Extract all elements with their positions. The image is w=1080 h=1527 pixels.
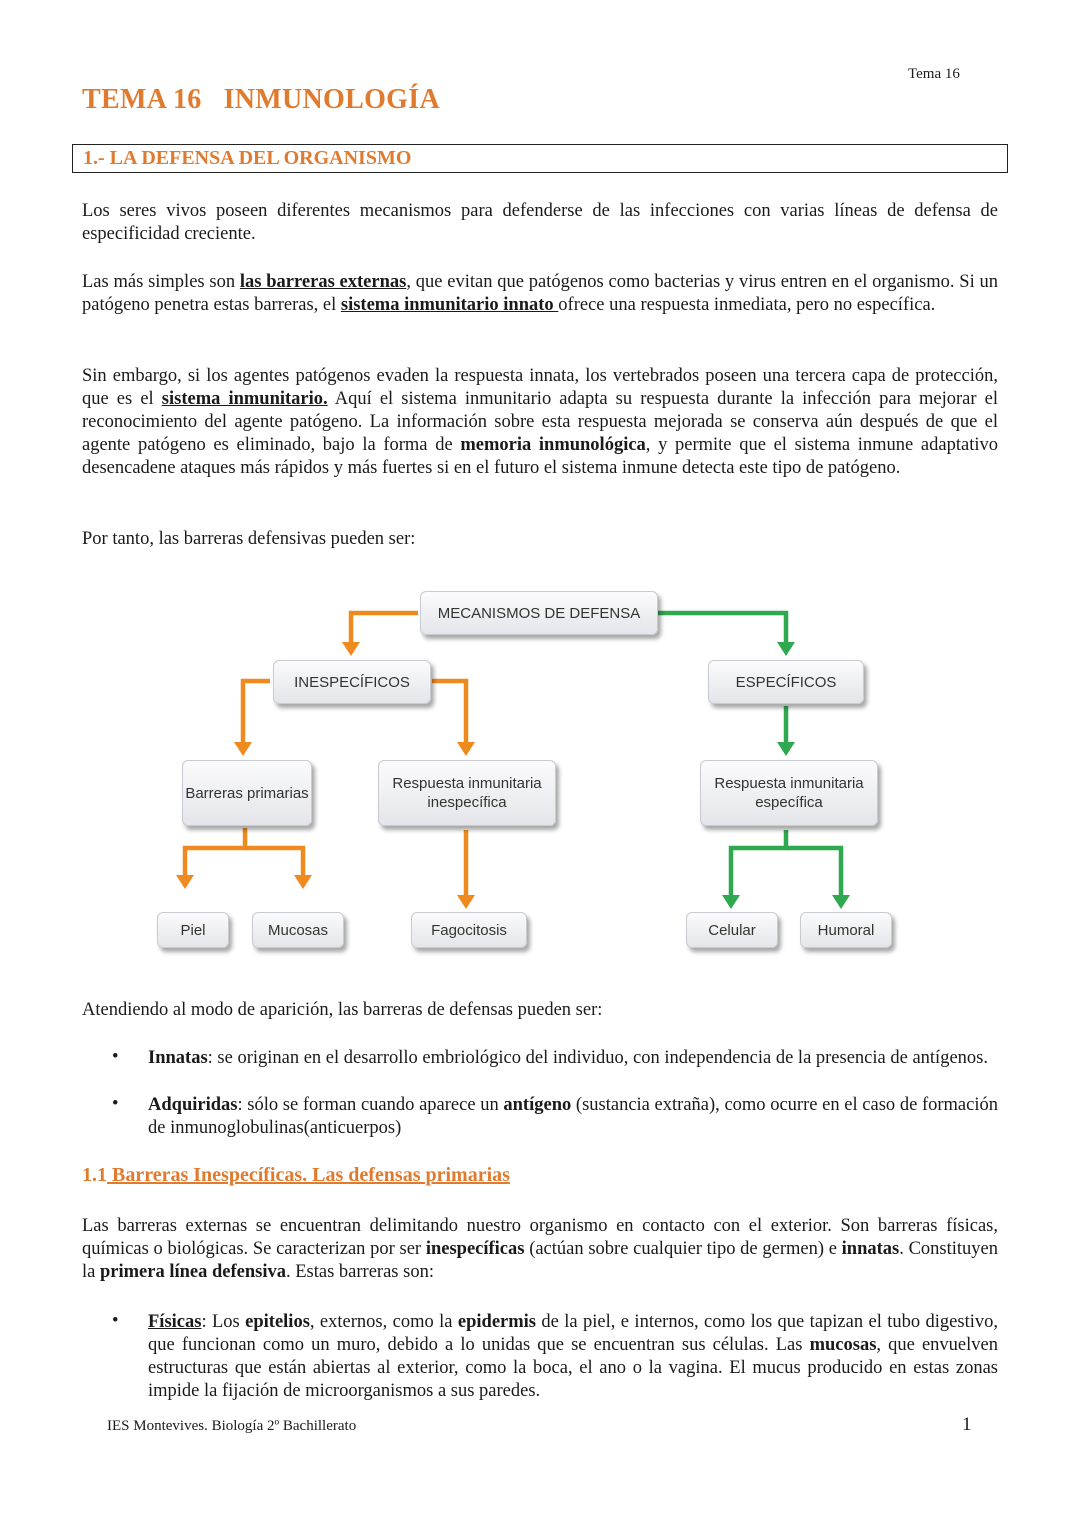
arrow-inesp-barreras — [243, 681, 270, 745]
paragraph-intro: Los seres vivos poseen diferentes mecanismos para defenderse de las infecciones con varias líneas de defensa de especificidad creciente. — [82, 201, 998, 244]
term-epidermis: epidermis — [457, 1312, 537, 1332]
term-fisicas: Físicas — [148, 1312, 202, 1332]
text: , y permite que el sistema inmune adaptativo desencadene ataques más rápidos y más fuertes si en el futuro el sistema inmune detecta este tipo de patógeno. — [82, 435, 998, 478]
term-sistema-inmunitario: sistema inmunitario. — [161, 389, 328, 409]
text: : Los — [201, 1312, 246, 1332]
subsection-title — [82, 1164, 510, 1187]
bullet-adquiridas — [148, 1094, 998, 1140]
orange-connectors — [185, 613, 466, 897]
bullet-innatas — [148, 1047, 998, 1070]
arrow-root-inesp — [351, 613, 418, 645]
text: : sólo se forman cuando aparece un — [237, 1095, 504, 1115]
page-number: 1 — [962, 1414, 972, 1435]
text: (actúan sobre cualquier tipo de germen) e — [524, 1239, 842, 1259]
bullet-marker: • — [112, 1311, 119, 1331]
bullet-marker: • — [112, 1047, 119, 1067]
text: Las más simples son — [82, 272, 240, 292]
arrow-barreras-mucosas — [245, 848, 303, 877]
node-inespecificos: INESPECÍFICOS — [273, 660, 431, 704]
term-antigeno: antígeno — [503, 1095, 572, 1115]
green-connectors — [658, 613, 841, 897]
arrow-respuesta-celular — [731, 830, 786, 897]
subsection-name: Barreras Inespecíficas. Las defensas primarias — [107, 1164, 510, 1186]
term-inespecificas: inespecíficas — [425, 1239, 525, 1259]
term-epitelios: epitelios — [245, 1312, 310, 1332]
text: , externos, como la — [309, 1312, 458, 1332]
title-number: TEMA 16 — [82, 84, 202, 115]
node-especificos: ESPECÍFICOS — [708, 660, 864, 704]
section-heading: 1.- LA DEFENSA DEL ORGANISMO — [83, 147, 412, 169]
text: Las barreras externas se encuentran delimitando nuestro organismo en contacto con el exterior. Son barreras físicas, químicas o biológicas. Se caracterizan por ser — [82, 1216, 998, 1259]
node-humoral: Humoral — [800, 912, 892, 948]
footer-school: IES Montevives. Biología 2º Bachillerato — [107, 1418, 357, 1434]
text: . Constituyen la — [82, 1239, 998, 1282]
text: . Estas barreras son: — [286, 1262, 434, 1282]
text: , que evitan que patógenos como bacterias y virus entren en el organismo. Si un patógeno penetra estas barreras, el — [82, 272, 999, 315]
term-primera-linea: primera línea defensiva — [99, 1262, 286, 1282]
text: : se originan en el desarrollo embriológico del individuo, con independencia de la presencia de antígenos. — [207, 1048, 988, 1068]
text: Aquí el sistema inmunitario adapta su respuesta durante la infección para mejorar el reconocimiento del agente patógeno. La información sobre esta respuesta mejorada se conserva aún después de que el agente patógeno es eliminado, bajo la forma de — [82, 389, 999, 455]
paragraph-barreras-externas — [82, 1215, 998, 1284]
node-respuesta-inespecifica: Respuesta inmunitaria inespecífica — [378, 760, 556, 826]
bullet-marker: • — [112, 1094, 119, 1114]
title-name: INMUNOLOGÍA — [223, 84, 440, 115]
arrow-inesp-respuesta — [432, 681, 466, 745]
text: Sin embargo, si los agentes patógenos evaden la respuesta innata, los vertebrados poseen una tercera capa de protección, que es el — [82, 366, 998, 409]
subsection-number: 1.1 — [82, 1164, 107, 1186]
node-fagocitosis: Fagocitosis — [411, 912, 527, 948]
text: ofrece una respuesta inmediata, pero no específica. — [558, 295, 936, 315]
arrow-barreras-piel — [185, 828, 245, 877]
term-innatas: innatas — [841, 1239, 900, 1259]
text: (sustancia extraña), como ocurre en el caso de formación de inmunoglobulinas(anticuerpos) — [148, 1095, 998, 1138]
node-piel: Piel — [157, 912, 229, 948]
text: de la piel, e internos, como los que tapizan el tubo digestivo, que funcionan como un muro, debido a lo unidas que se encuentran sus células. Las — [148, 1312, 998, 1355]
paragraph-lead-diagram: Por tanto, las barreras defensivas pueden ser: — [82, 529, 416, 549]
term-adquiridas: Adquiridas — [148, 1095, 238, 1115]
arrow-respuesta-humoral — [786, 848, 841, 897]
term-barreras-externas: las barreras externas — [239, 272, 407, 292]
term-innatas: Innatas — [148, 1048, 208, 1068]
node-mucosas: Mucosas — [252, 912, 344, 948]
paragraph-aparicion: Atendiendo al modo de aparición, las barreras de defensas pueden ser: — [82, 1000, 603, 1020]
term-sistema-innato: sistema inmunitario innato — [340, 295, 559, 315]
term-memoria: memoria inmunológica — [460, 435, 646, 455]
term-mucosas: mucosas — [809, 1335, 877, 1355]
node-respuesta-especifica: Respuesta inmunitaria específica — [700, 760, 878, 826]
node-mecanismos: MECANISMOS DE DEFENSA — [420, 591, 658, 635]
text: , que envuelven estructuras que están abiertas al exterior, como la boca, el ano o la vagina. El mucus producido en estas zonas impide la fijación de microorganismos a sus paredes. — [148, 1335, 998, 1401]
node-celular: Celular — [686, 912, 778, 948]
bullet-fisicas — [148, 1311, 998, 1403]
header-tema: Tema 16 — [908, 66, 960, 82]
node-barreras-primarias: Barreras primarias — [182, 760, 312, 826]
arrow-root-esp — [658, 613, 786, 645]
